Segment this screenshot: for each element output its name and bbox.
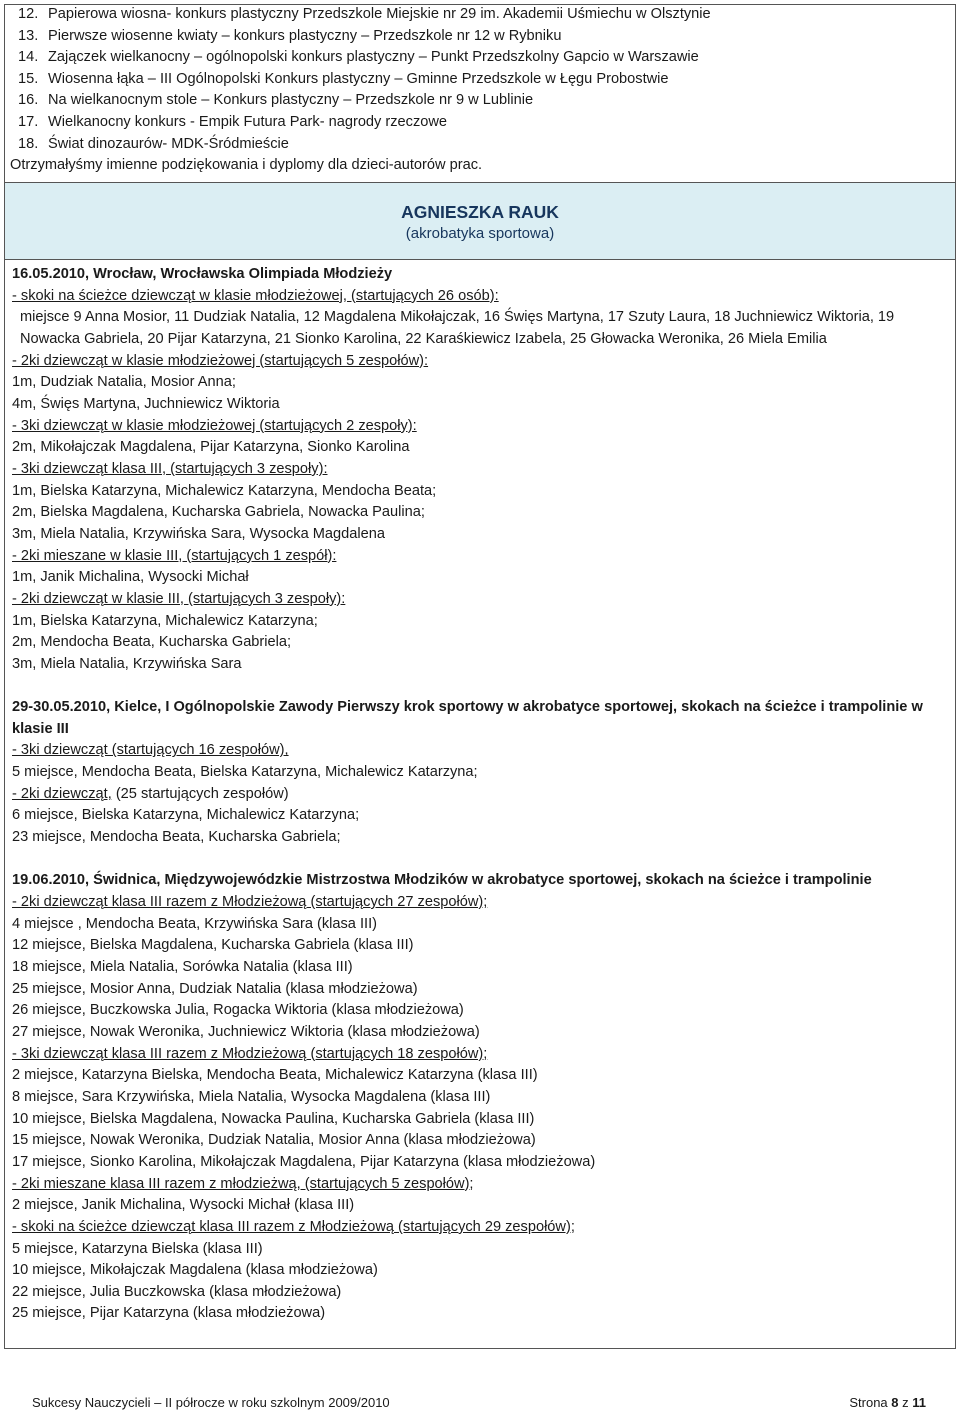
thanks-line: Otrzymałyśmy imienne podziękowania i dyplomy dla dzieci-autorów prac. <box>10 157 483 174</box>
list-item: 17. Wielkanocny konkurs - Empik Futura Park- nagrody rzeczowe <box>18 113 448 130</box>
result-line: 2 miejsce, Katarzyna Bielska, Mendocha Beata, Michalewicz Katarzyna (klasa III) <box>12 1067 538 1084</box>
spacer <box>12 849 948 871</box>
list-item: 13. Pierwsze wiosenne kwiaty – konkurs plastyczny – Przedszkole nr 12 w Rybniku <box>18 27 562 44</box>
result-line: 17 miejsce, Sionko Karolina, Mikołajczak Magdalena, Pijar Katarzyna (klasa młodzieżowa) <box>12 1153 596 1170</box>
result-line: 2m, Mikołajczak Magdalena, Pijar Katarzyna, Sionko Karolina <box>12 439 410 456</box>
category-line: - 3ki dziewcząt (startujących 16 zespołów), <box>12 742 289 759</box>
category-line: - 3ki dziewcząt w klasie młodzieżowej (startujących 2 zespoły): <box>12 417 417 434</box>
list-item: 16. Na wielkanocnym stole – Konkurs plastyczny – Przedszkole nr 9 w Lublinie <box>18 92 534 109</box>
result-line: 1m, Bielska Katarzyna, Michalewicz Katarzyna, Mendocha Beata; <box>12 482 437 499</box>
footer-title: Sukcesy Nauczycieli – II półrocze w roku szkolnym 2009/2010 <box>32 1395 390 1410</box>
result-line: 2m, Bielska Magdalena, Kucharska Gabriela, Nowacka Paulina; <box>12 504 425 521</box>
list-item: 15. Wiosenna łąka – III Ogólnopolski Konkurs plastyczny – Gminne Przedszkole w Łęgu Probostwie <box>18 70 669 87</box>
result-line: 4 miejsce , Mendocha Beata, Krzywińska Sara (klasa III) <box>12 915 377 932</box>
category-line: - 2ki dziewcząt, (25 startujących zespołów) <box>12 785 289 802</box>
category-line: - 3ki dziewcząt klasa III razem z Młodzieżową (startujących 18 zespołów); <box>12 1045 488 1062</box>
category-line: - 2ki mieszane w klasie III, (startujących 1 zespół): <box>12 547 337 564</box>
category-line: - 2ki mieszane klasa III razem z młodzieżwą, (startujących 5 zespołów); <box>12 1175 474 1192</box>
list-item: 14. Zajączek wielkanocny – ogólnopolski konkurs plastyczny – Punkt Przedszkolny Gapcio w Warszawie <box>18 49 699 66</box>
result-line: 10 miejsce, Mikołajczak Magdalena (klasa młodzieżowa) <box>12 1262 378 1279</box>
result-line: 8 miejsce, Sara Krzywińska, Miela Natalia, Wysocka Magdalena (klasa III) <box>12 1088 491 1105</box>
results-body <box>12 264 948 1325</box>
result-line: 1m, Janik Michalina, Wysocki Michał <box>12 569 249 586</box>
result-line: miejsce 9 Anna Mosior, 11 Dudziak Natalia, 12 Magdalena Mikołajczak, 16 Święs Martyna, 17 Szuty Laura, 18 Juchniewicz Wiktoria, 19 Nowacka Gabriela, 20 Pijar Katarzyna, 21 Sionko Karolina, 22 Karaśkiewicz Izabela, 25 Głowacka Weronika, 26 Miela Emilia <box>20 309 895 347</box>
category-line: - 2ki dziewcząt klasa III razem z Młodzieżową (startujących 27 zespołów); <box>12 894 488 910</box>
result-line: 2m, Mendocha Beata, Kucharska Gabriela; <box>12 634 292 651</box>
result-line: 18 miejsce, Miela Natalia, Sorówka Natalia (klasa III) <box>12 958 353 975</box>
teacher-discipline: (akrobatyka sportowa) <box>405 225 555 242</box>
result-line: 5 miejsce, Katarzyna Bielska (klasa III) <box>12 1240 263 1257</box>
category-line: - skoki na ścieżce dziewcząt klasa III razem z Młodzieżową (startujących 29 zespołów); <box>12 1218 575 1235</box>
competition-list <box>10 4 948 177</box>
event-header: 29-30.05.2010, Kielce, I Ogólnopolskie Zawody Pierwszy krok sportowy w akrobatyce sportowej, skokach na ścieżce i trampolinie w klasie III <box>12 699 923 737</box>
category-line: - 3ki dziewcząt klasa III, (startujących 3 zespoły): <box>12 460 328 477</box>
result-line: 3m, Miela Natalia, Krzywińska Sara, Wysocka Magdalena <box>12 525 385 542</box>
result-line: 6 miejsce, Bielska Katarzyna, Michalewicz Katarzyna; <box>12 807 360 824</box>
result-line: 1m, Bielska Katarzyna, Michalewicz Katarzyna; <box>12 612 318 629</box>
result-line: 1m, Dudziak Natalia, Mosior Anna; <box>12 374 236 391</box>
category-line: - 2ki dziewcząt w klasie III, (startujących 3 zespoły): <box>12 590 346 607</box>
result-line: 4m, Święs Martyna, Juchniewicz Wiktoria <box>12 395 280 412</box>
spacer <box>12 675 948 697</box>
result-line: 27 miejsce, Nowak Weronika, Juchniewicz Wiktoria (klasa młodzieżowa) <box>12 1023 480 1040</box>
result-line: 3m, Miela Natalia, Krzywińska Sara <box>12 655 242 672</box>
category-line: - skoki na ścieżce dziewcząt w klasie młodzieżowej, (startujących 26 osób): <box>12 287 499 304</box>
divider <box>4 259 956 260</box>
result-line: 23 miejsce, Mendocha Beata, Kucharska Gabriela; <box>12 829 341 846</box>
result-line: 26 miejsce, Buczkowska Julia, Rogacka Wiktoria (klasa młodzieżowa) <box>12 1002 464 1019</box>
teacher-header <box>5 183 955 259</box>
result-line: 10 miejsce, Bielska Magdalena, Nowacka Paulina, Kucharska Gabriela (klasa III) <box>12 1110 535 1127</box>
result-line: 22 miejsce, Julia Buczkowska (klasa młodzieżowa) <box>12 1283 342 1300</box>
list-item: 18. Świat dinozaurów- MDK-Śródmieście <box>18 135 289 152</box>
result-line: 5 miejsce, Mendocha Beata, Bielska Katarzyna, Michalewicz Katarzyna; <box>12 764 478 781</box>
result-line: 15 miejsce, Nowak Weronika, Dudziak Natalia, Mosior Anna (klasa młodzieżowa) <box>12 1132 536 1149</box>
event-header: 16.05.2010, Wrocław, Wrocławska Olimpiada Młodzieży <box>12 266 393 282</box>
category-line: - 2ki dziewcząt w klasie młodzieżowej (startujących 5 zespołów): <box>12 352 429 369</box>
list-item: 12. Papierowa wiosna- konkurs plastyczny Przedszkole Miejskie nr 29 im. Akademii Uśmiechu w Olsztynie <box>18 6 711 22</box>
teacher-name: AGNIESZKA RAUK <box>401 202 559 222</box>
result-line: 25 miejsce, Pijar Katarzyna (klasa młodzieżowa) <box>12 1305 326 1322</box>
result-line: 25 miejsce, Mosior Anna, Dudziak Natalia (klasa młodzieżowa) <box>12 980 418 997</box>
event-header: 19.06.2010, Świdnica, Międzywojewódzkie Mistrzostwa Młodzików w akrobatyce sportowej, skokach na ścieżce i trampolinie <box>12 872 872 889</box>
result-line: 12 miejsce, Bielska Magdalena, Kucharska Gabriela (klasa III) <box>12 937 414 954</box>
page-number: Strona 8 z 11 <box>849 1395 926 1410</box>
result-line: 2 miejsce, Janik Michalina, Wysocki Michał (klasa III) <box>12 1197 355 1214</box>
